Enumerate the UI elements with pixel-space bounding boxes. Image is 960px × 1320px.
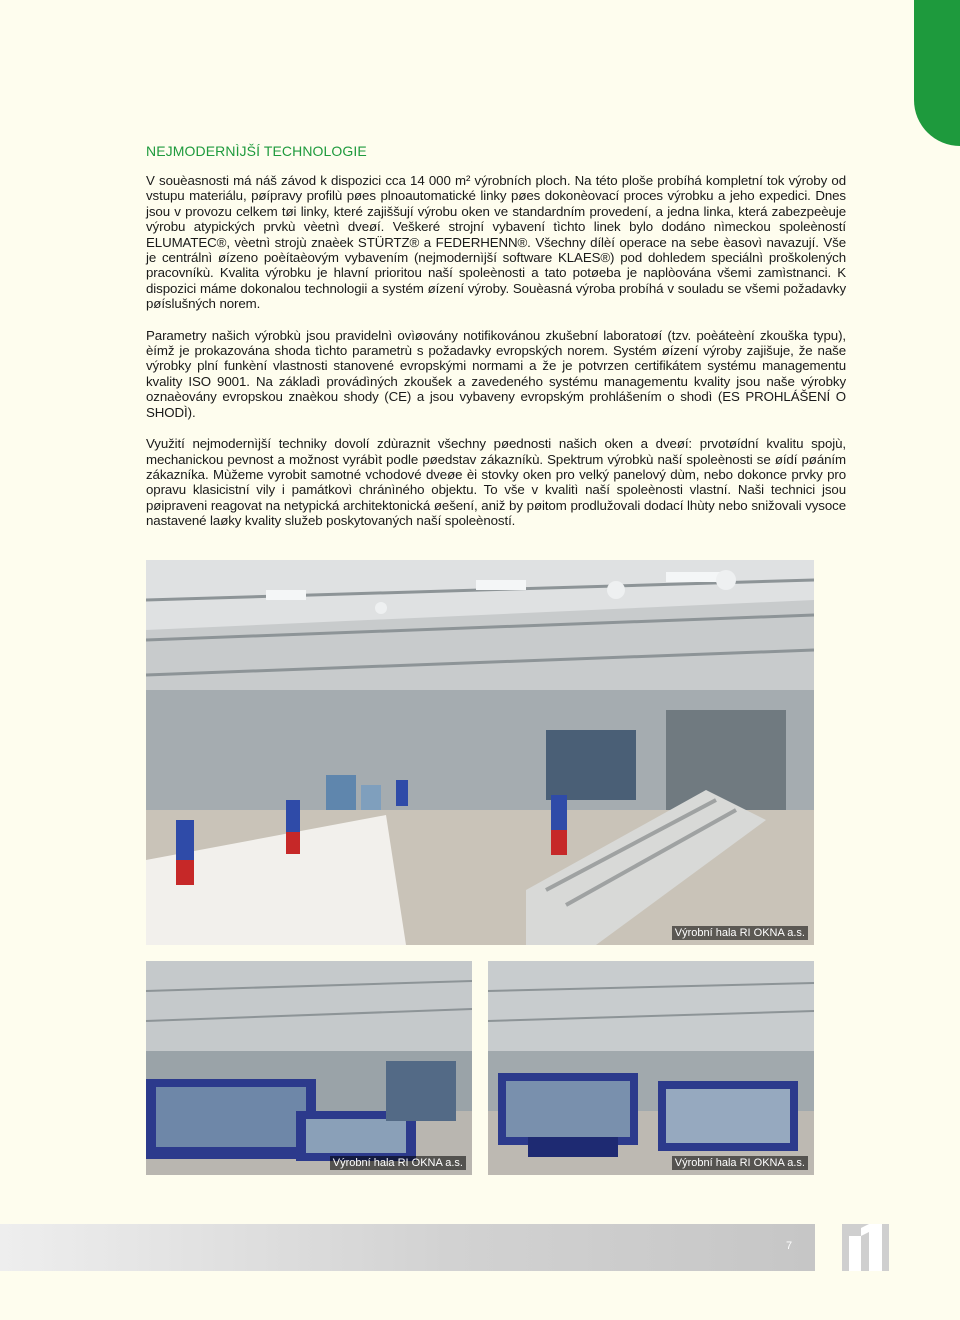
body-text xyxy=(146,173,846,545)
page-number: 7 xyxy=(786,1240,793,1252)
paragraph: V souèasnosti má náš závod k dispozici cca 14 000 m² výrobních ploch. Na této ploše probíhá kompletní tok výroby od vstupu materiálu, pøípravy profilù pøes plnoautomatické linky pøes dokonèovací proces výrobku a jeho expedici. Dnes jsou v provozu celkem tøi linky, které zajiššují výrobu oken ve standardním provedení, a jedna linka, která zabezpeèuje výrobu atypických prvkù vèetnì dveøí. Veškeré strojní vybavení tìchto linek bylo dodáno nìmeckou spoleèností ELUMATEC®, vèetnì strojù znaèek STÜRTZ® a FEDERHENN®. Všechny dílèí operace na sebe èasovì navazují. Vše je centrálnì øízeno poèítaèovým vybavením (nejmodernìjší software KLAES®) pod dohledem speciálnì proškolených pracovníkù. Kvalita výrobku je hlavní prioritou naší spoleènosti a tato potøeba je naplòována všemi zamìstnanci. K dispozici máme dokonalou technologii a systém øízení výroby. Souèasná výroba probíhá v souladu se všemi požadavky pøíslušných norem. xyxy=(146,173,846,312)
company-logo xyxy=(842,1224,889,1271)
section-heading: NEJMODERNÌJŠÍ TECHNOLOGIE xyxy=(146,143,367,159)
corner-tab xyxy=(914,0,960,146)
photo-caption: Výrobní hala RI OKNA a.s. xyxy=(672,926,808,940)
footer-bar xyxy=(0,1224,815,1271)
logo-mark-icon xyxy=(842,1224,889,1271)
paragraph: Parametry našich výrobkù jsou pravidelnì ovìøovány notifikovánou zkušební laboratoøí (tzv. poèáteèní zkouška typu), èímž je prokazována shoda tìchto parametrù s požadavky evropských norem. Systém øízení výroby zajišuje, že naše výrobky plní funkèní vlastnosti stanovené evropskými normami a že je potvrzen certifikátem systému managementu kvality ISO 9001. Na základì provádìných zkoušek a zavedeného systému managementu kvality jsou naše výrobky oznaèovány evropskou znaèkou shody (CE) a jsou vybaveny evropským prohlášením o shodì (ES PROHLÁŠENÍ O SHODÌ). xyxy=(146,327,846,420)
factory-hall-image xyxy=(146,560,814,945)
warehouse-image-left xyxy=(146,961,472,1175)
paragraph: Využití nejmodernìjší techniky dovolí zdùraznit všechny pøednosti našich oken a dveøí: prvotøídní kvalitu spojù, mechanickou pevnost a možnost vyrábìt podle pøedstav zákazníkù. Spektrum výrobkù naší spoleènosti se øídí pøáním zákazníka. Mùžeme vyrobit samotné vchodové dveøe èi stovky oken pro velký panelový dùm, nebo dokonce prvky pro opravu klasicistní vily i památkovì chránìného objektu. To vše v kvalitì naší spoleènosti vlastní. Naši technici jsou pøipraveni reagovat na netypická architektonická øešení, aniž by pøitom prodlužovali dodací lhùty nebo snižovali vysoce nastavené laøky kvality služeb poskytovaných naší spoleèností. xyxy=(146,436,846,529)
factory-hall-photo xyxy=(146,560,814,945)
warehouse-photo-right xyxy=(488,961,814,1175)
warehouse-photo-left xyxy=(146,961,472,1175)
photo-caption: Výrobní hala RI OKNA a.s. xyxy=(330,1156,466,1170)
photo-caption: Výrobní hala RI OKNA a.s. xyxy=(672,1156,808,1170)
warehouse-image-right xyxy=(488,961,814,1175)
